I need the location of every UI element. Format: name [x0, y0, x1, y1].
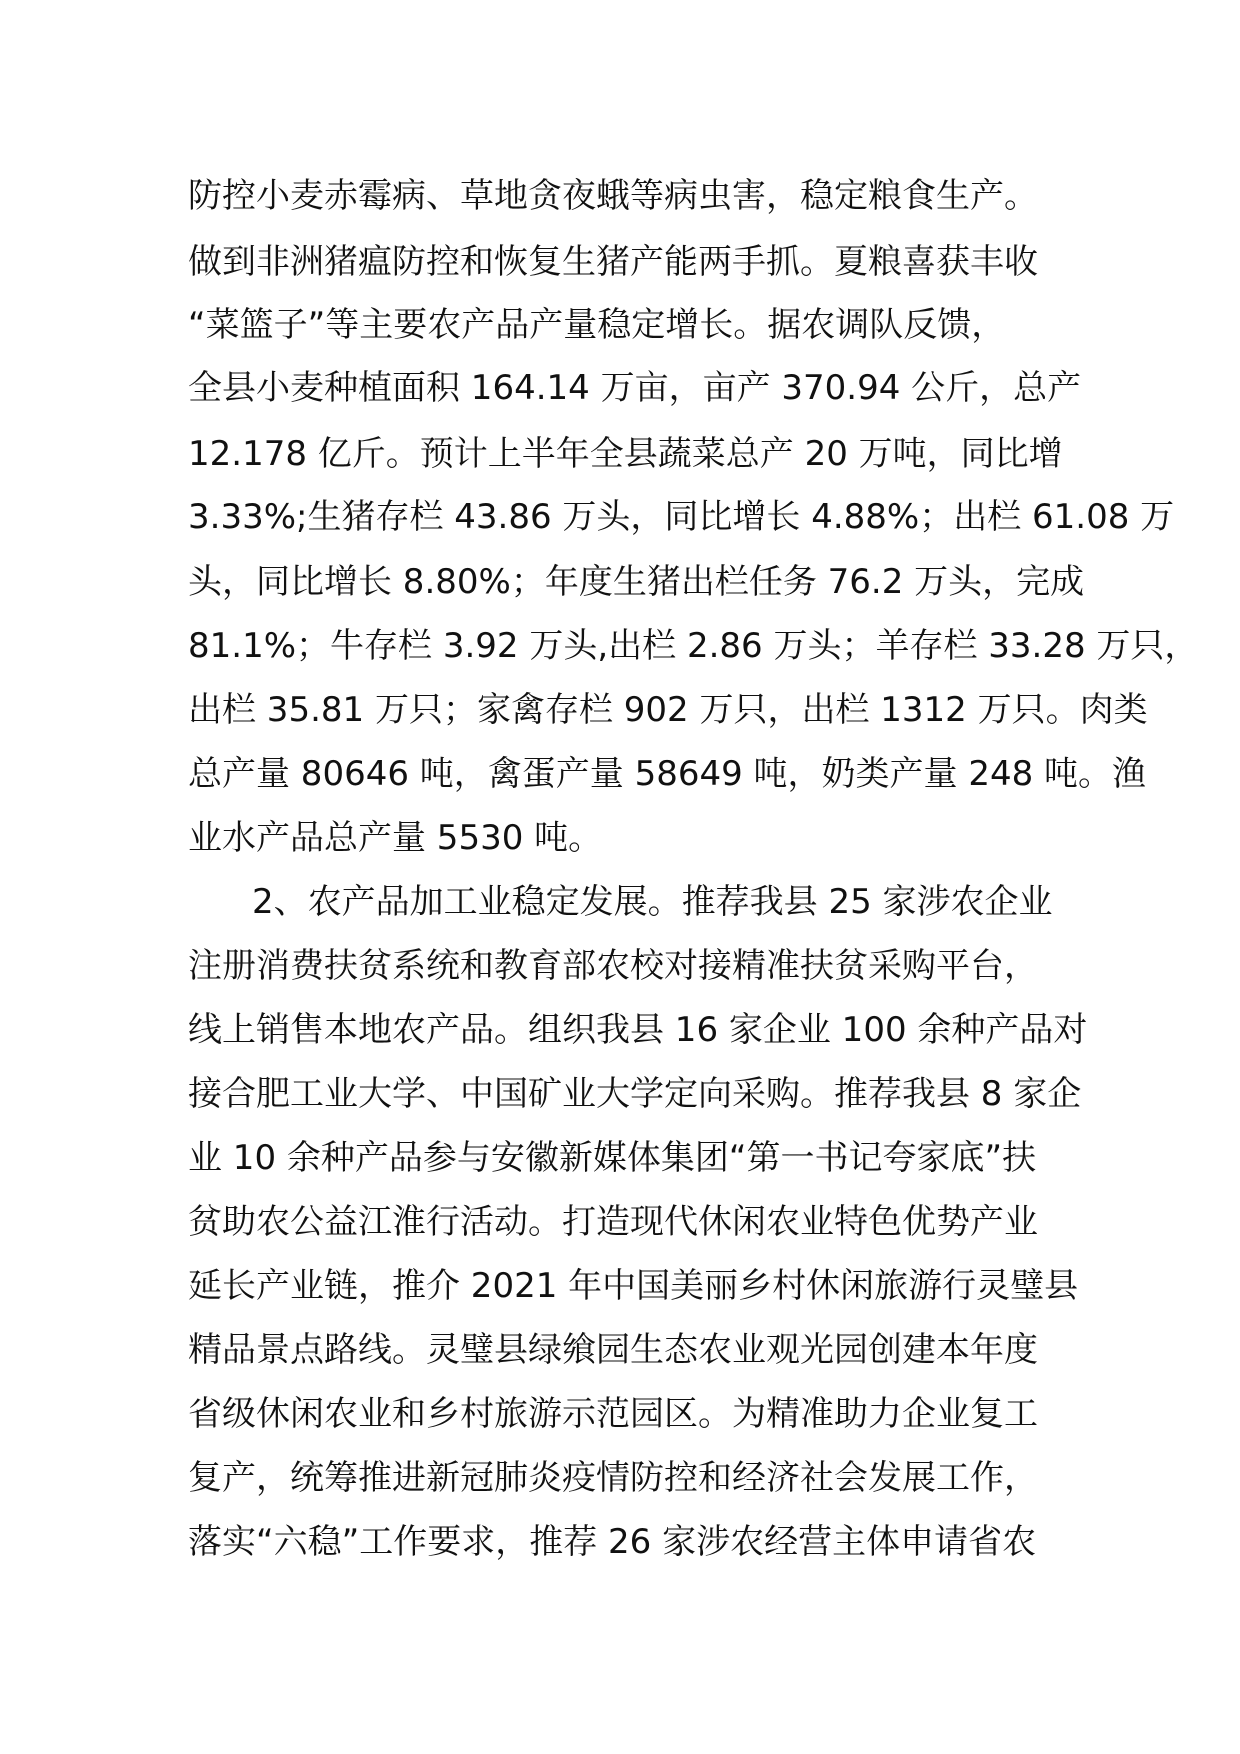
text-line: 全县小麦种植面积 164.14 万亩，亩产 370.94 公斤，总产 [188, 368, 1082, 408]
text-line: 精品景点路线。灵璧县绿飨园生态农业观光园创建本年度 [188, 1330, 1038, 1370]
text-line: 线上销售本地农产品。组织我县 16 家企业 100 余种产品对 [188, 1010, 1088, 1050]
text-line: 贫助农公益江淮行活动。打造现代休闲农业特色优势产业 [188, 1202, 1038, 1242]
text-line: 接合肥工业大学、中国矿业大学定向采购。推荐我县 8 家企 [188, 1074, 1082, 1114]
text-line: 注册消费扶贫系统和教育部农校对接精准扶贫采购平台， [188, 946, 1038, 986]
text-line: 做到非洲猪瘟防控和恢复生猪产能两手抓。夏粮喜获丰收 [188, 242, 1038, 282]
text-line: 延长产业链，推介 2021 年中国美丽乡村休闲旅游行灵璧县 [188, 1266, 1079, 1306]
text-line: 出栏 35.81 万只；家禽存栏 902 万只，出栏 1312 万只。肉类 [188, 690, 1148, 730]
text-line: 12.178 亿斤。预计上半年全县蔬菜总产 20 万吨，同比增 [188, 434, 1063, 474]
text-line: 复产，统筹推进新冠肺炎疫情防控和经济社会发展工作， [188, 1458, 1038, 1498]
text-line: 省级休闲农业和乡村旅游示范园区。为精准助力企业复工 [188, 1394, 1038, 1434]
text-line: 81.1%；牛存栏 3.92 万头,出栏 2.86 万头；羊存栏 33.28 万只， [188, 626, 1199, 666]
paragraph-start-line: 2、农产品加工业稳定发展。推荐我县 25 家涉农企业 [252, 882, 1053, 922]
text-line: 业水产品总产量 5530 吨。 [188, 818, 603, 858]
text-line: 头，同比增长 8.80%；年度生猪出栏任务 76.2 万头，完成 [188, 562, 1085, 602]
text-line: 防控小麦赤霉病、草地贪夜蛾等病虫害，稳定粮食生产。 [188, 176, 1038, 216]
text-line: 落实“六稳”工作要求，推荐 26 家涉农经营主体申请省农 [188, 1522, 1037, 1562]
text-line: 总产量 80646 吨，禽蛋产量 58649 吨，奶类产量 248 吨。渔 [188, 754, 1147, 794]
text-line: 3.33%;生猪存栏 43.86 万头，同比增长 4.88%；出栏 61.08 万 [188, 497, 1175, 537]
text-line: “菜篮子”等主要农产品产量稳定增长。据农调队反馈， [188, 305, 1006, 345]
text-line: 业 10 余种产品参与安徽新媒体集团“第一书记夸家底”扶 [188, 1138, 1037, 1178]
